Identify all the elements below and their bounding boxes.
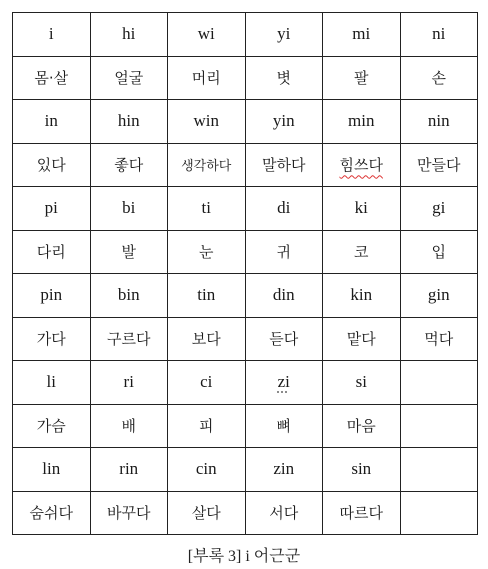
root-word: rin [119,459,139,479]
table-cell [90,143,168,187]
root-word: yi [277,24,291,44]
table-caption: [부록 3] i 어근군 [187,548,301,565]
meaning-word: 배 [121,417,136,436]
table-cell [245,187,323,231]
table-cell [168,448,246,492]
meaning-word: 입 [431,243,446,262]
root-row [13,13,478,57]
meaning-word: 생각하다 [181,159,232,175]
root-word: nin [427,111,450,131]
table-cell [13,317,91,361]
word-table-container [12,12,478,535]
table-cell [168,13,246,57]
table-cell [323,361,401,405]
table-cell [323,317,401,361]
table-cell [323,230,401,274]
root-word: yin [272,111,295,131]
table-cell [13,491,91,535]
table-cell [168,187,246,231]
meaning-word: 좋다 [114,156,144,175]
table-cell [90,491,168,535]
root-word: bi [122,198,136,218]
table-cell [168,404,246,448]
meaning-word: 가다 [36,330,66,349]
meaning-word: 몸·살 [34,69,69,88]
table-cell [13,274,91,318]
root-word: i [48,24,54,44]
root-word: min [348,111,375,131]
table-cell [245,491,323,535]
root-word: si [355,372,367,392]
table-cell [400,317,478,361]
table-cell [13,230,91,274]
table-cell [168,143,246,187]
meaning-word: 따르다 [339,504,383,523]
root-word: zi [277,372,290,392]
table-cell [90,230,168,274]
root-word: cin [195,459,217,479]
meaning-word: 코 [354,243,369,262]
meaning-word: 가슴 [36,417,66,436]
meaning-word: 마음 [346,417,376,436]
table-cell [90,56,168,100]
table-cell [400,13,478,57]
root-word: wi [197,24,215,44]
root-word: pi [44,198,58,218]
table-cell [90,361,168,405]
table-cell [13,143,91,187]
table-cell [400,100,478,144]
root-word: di [277,198,291,218]
root-row [13,448,478,492]
root-word: pin [40,285,63,305]
meaning-word: 바꾸다 [107,504,151,523]
root-word: ci [200,372,213,392]
meaning-word: 만들다 [417,156,461,175]
table-cell [400,361,478,405]
table-cell [323,100,401,144]
table-body [13,13,478,535]
table-cell [323,274,401,318]
meaning-word: 말하다 [262,156,306,175]
meaning-row [13,56,478,100]
table-cell [168,317,246,361]
root-word: mi [352,24,371,44]
meaning-word: 발 [121,243,136,262]
root-word: sin [351,459,372,479]
meaning-word: 팔 [354,69,369,88]
table-cell [400,230,478,274]
table-cell [13,13,91,57]
meaning-word: 구르다 [107,330,151,349]
root-word: hin [117,111,140,131]
meaning-word: 살다 [191,504,221,523]
table-cell [400,187,478,231]
table-cell [168,274,246,318]
root-word: li [46,372,56,392]
root-row [13,100,478,144]
root-word: kin [350,285,373,305]
root-word: tin [197,285,216,305]
meaning-word: 보다 [191,330,221,349]
table-cell [168,230,246,274]
table-cell [245,404,323,448]
table-cell [90,187,168,231]
table-cell [323,448,401,492]
table-cell [323,187,401,231]
table-cell [90,13,168,57]
meaning-word: 피 [199,417,214,436]
meaning-word: 눈 [199,243,214,262]
table-cell [13,448,91,492]
table-cell [13,361,91,405]
root-word: zin [273,459,295,479]
table-cell [13,100,91,144]
table-cell [90,100,168,144]
table-cell [400,143,478,187]
table-cell [90,448,168,492]
table-cell [13,56,91,100]
root-word-table [12,12,478,535]
root-word: bin [117,285,140,305]
meaning-row [13,491,478,535]
table-cell [13,404,91,448]
meaning-word: 있다 [36,156,66,175]
table-cell [323,56,401,100]
table-cell [245,56,323,100]
meaning-word: 힘쓰다 [339,156,383,175]
root-word: win [193,111,219,131]
table-cell [168,100,246,144]
meaning-word: 듣다 [269,330,299,349]
table-cell [245,13,323,57]
root-word: ti [201,198,211,218]
meaning-word: 다리 [36,243,66,262]
root-row [13,187,478,231]
meaning-row [13,317,478,361]
table-cell [400,491,478,535]
root-row [13,274,478,318]
root-row [13,361,478,405]
meaning-word: 귀 [276,243,291,262]
meaning-word: 숨쉬다 [29,504,73,523]
root-word: din [272,285,295,305]
root-word: hi [122,24,136,44]
meaning-word: 먹다 [424,330,454,349]
table-cell [245,274,323,318]
meaning-row [13,143,478,187]
table-cell [245,361,323,405]
table-cell [323,491,401,535]
meaning-word: 맡다 [346,330,376,349]
table-cell [245,448,323,492]
table-cell [168,361,246,405]
meaning-word: 뼈 [276,417,291,436]
table-cell [245,143,323,187]
table-cell [245,317,323,361]
table-cell [400,448,478,492]
meaning-row [13,230,478,274]
table-cell [245,100,323,144]
table-cell [400,404,478,448]
table-cell [400,274,478,318]
table-cell [90,404,168,448]
root-word: ni [432,24,446,44]
root-word: gi [432,198,446,218]
table-cell [90,317,168,361]
root-word: lin [42,459,61,479]
table-cell [245,230,323,274]
table-cell [323,143,401,187]
root-word: ki [354,198,368,218]
meaning-row [13,404,478,448]
table-cell [168,491,246,535]
root-word: in [44,111,58,131]
meaning-word: 손 [431,69,446,88]
table-cell [13,187,91,231]
table-cell [323,13,401,57]
meaning-word: 얼굴 [114,69,144,88]
root-word: ri [123,372,134,392]
meaning-word: 머리 [191,69,221,88]
root-word: gin [427,285,450,305]
table-cell [90,274,168,318]
table-cell [168,56,246,100]
table-cell [323,404,401,448]
meaning-word: 볏 [276,69,291,88]
meaning-word: 서다 [269,504,299,523]
table-cell [400,56,478,100]
